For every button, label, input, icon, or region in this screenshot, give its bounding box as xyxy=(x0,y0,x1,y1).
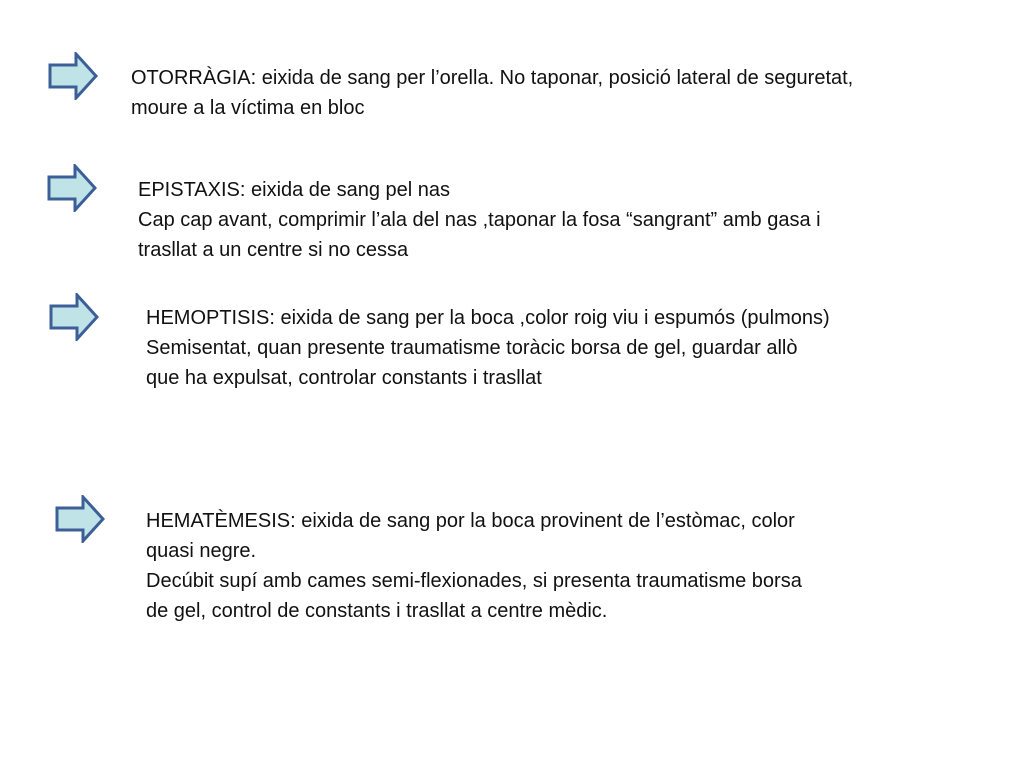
otorragia-paragraph xyxy=(131,63,853,123)
hemoptisis-paragraph xyxy=(146,303,830,393)
text-line: trasllat a un centre si no cessa xyxy=(138,239,409,261)
text-line: quasi negre. xyxy=(146,540,257,562)
text-line: Semisentat, quan presente traumatisme toràcic borsa de gel, guardar allò xyxy=(146,337,798,359)
right-arrow-icon xyxy=(47,164,97,212)
text-line: HEMATÈMESIS: eixida de sang por la boca provinent de l’estòmac, color xyxy=(146,510,795,532)
text-line: EPISTAXIS: eixida de sang pel nas xyxy=(138,179,451,201)
right-arrow-icon xyxy=(48,52,98,100)
epistaxis-paragraph xyxy=(138,175,821,265)
text-line: de gel, control de constants i trasllat a centre mèdic. xyxy=(146,600,608,622)
text-line: Cap cap avant, comprimir l’ala del nas ,taponar la fosa “sangrant” amb gasa i xyxy=(138,209,821,231)
text-line: Decúbit supí amb cames semi-flexionades, si presenta traumatisme borsa xyxy=(146,570,802,592)
text-line: moure a la víctima en bloc xyxy=(131,97,365,119)
right-arrow-icon xyxy=(55,495,105,543)
text-line: HEMOPTISIS: eixida de sang per la boca ,color roig viu i espumós (pulmons) xyxy=(146,307,830,329)
text-line: que ha expulsat, controlar constants i trasllat xyxy=(146,367,542,389)
hematemesis-paragraph xyxy=(146,506,802,626)
text-line: OTORRÀGIA: eixida de sang per l’orella. No taponar, posició lateral de seguretat, xyxy=(131,67,854,89)
right-arrow-icon xyxy=(49,293,99,341)
